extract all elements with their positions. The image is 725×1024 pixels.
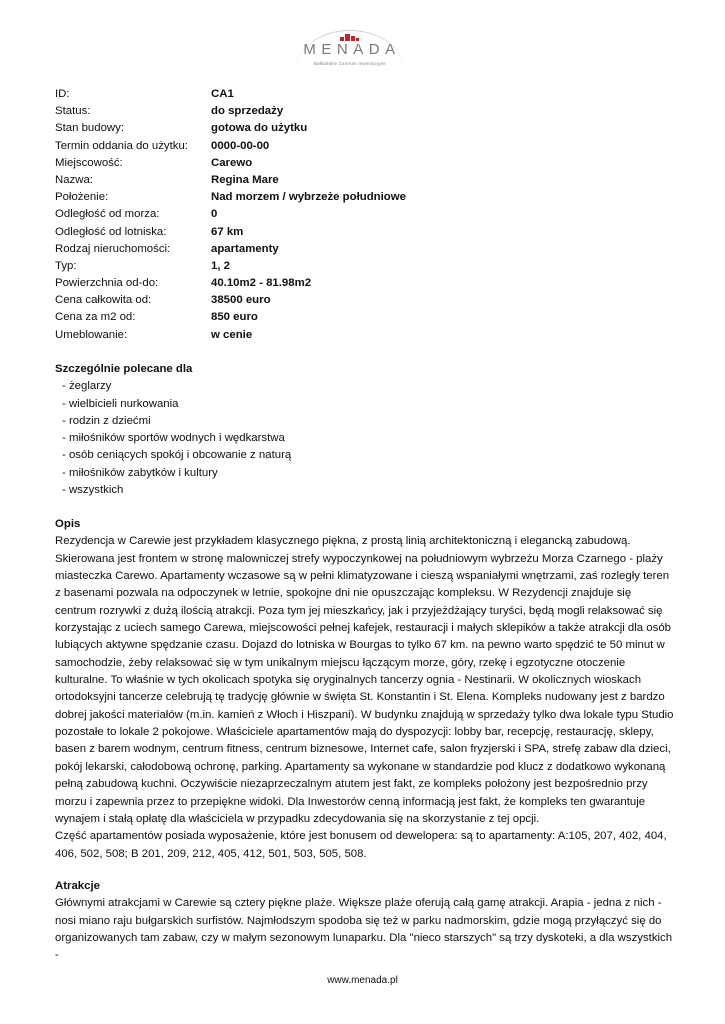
detail-label: Odległość od morza: <box>55 208 160 221</box>
detail-label: Cena całkowita od: <box>55 294 152 307</box>
recommended-item: - rodzin z dziećmi <box>62 414 151 427</box>
detail-label: Miejscowość: <box>55 156 123 169</box>
detail-value: CA1 <box>211 88 234 100</box>
property-details <box>55 86 675 344</box>
logo-name: MENADA <box>303 41 401 58</box>
recommended-item: - osób ceniących spokój i obcowanie z naturą <box>62 449 292 462</box>
detail-row <box>55 241 675 258</box>
detail-value: Nad morzem / wybrzeże południowe <box>211 191 406 204</box>
detail-label: Rodzaj nieruchomości: <box>55 242 171 255</box>
detail-label: Cena za m2 od: <box>55 311 136 324</box>
detail-label: Typ: <box>55 259 77 272</box>
detail-label: Odległość od lotniska: <box>55 225 167 238</box>
detail-label: Status: <box>55 105 91 118</box>
detail-row <box>55 258 675 275</box>
attractions-title: Atrakcje <box>55 880 100 892</box>
detail-value: 0000-00-00 <box>211 139 270 152</box>
detail-label: Nazwa: <box>55 173 93 186</box>
description-title: Opis <box>55 518 81 530</box>
detail-row <box>55 155 675 172</box>
recommended-section <box>55 361 675 499</box>
detail-value: 1, 2 <box>211 259 230 272</box>
detail-row <box>55 189 675 206</box>
detail-row <box>55 120 675 137</box>
menada-logo <box>290 24 410 70</box>
detail-label: Umeblowanie: <box>55 328 128 341</box>
logo-tagline: Bałkańskie Centrum Inwestycyjne <box>314 61 386 66</box>
attractions-section <box>55 878 675 965</box>
recommended-item: - żeglarzy <box>62 380 112 393</box>
detail-row <box>55 172 675 189</box>
description-section <box>55 516 675 863</box>
detail-row <box>55 86 675 103</box>
recommended-title: Szczególnie polecane dla <box>55 363 193 375</box>
detail-value: Regina Mare <box>211 173 279 186</box>
detail-label: Stan budowy: <box>55 122 125 135</box>
detail-value: 67 km <box>211 225 244 238</box>
detail-row <box>55 206 675 223</box>
detail-row <box>55 292 675 309</box>
detail-row <box>55 103 675 120</box>
detail-value: 0 <box>211 208 218 221</box>
detail-label: Powierzchnia od-do: <box>55 277 159 290</box>
attractions-paragraph: Głównymi atrakcjami w Carewie są cztery piękne plaże. Większe plaże oferują całą gamę atrakcji. Arapia - jedna z nich - nosi miano raju bułgarskich surfistów. Najmłodszym spodoba się też w parku nadmorskim, gdzie mogą przyłączyć się do organizowanych tam zabaw, czy w małym sezonowym lunaparku. Dla "nieco starszych" są trzy dyskoteki, a dla wszystkich - <box>55 897 673 962</box>
detail-row <box>55 138 675 155</box>
detail-row <box>55 327 675 344</box>
recommended-item: - wielbicieli nurkowania <box>62 397 179 410</box>
detail-row <box>55 224 675 241</box>
detail-value: Carewo <box>211 156 253 169</box>
recommended-list <box>55 378 675 499</box>
detail-label: ID: <box>55 88 70 100</box>
detail-label: Termin oddania do użytku: <box>55 139 188 152</box>
detail-row <box>55 309 675 326</box>
detail-value: 40.10m2 - 81.98m2 <box>211 277 312 290</box>
footer-url[interactable]: www.menada.pl <box>327 975 398 986</box>
detail-value: gotowa do użytku <box>211 122 308 135</box>
description-paragraph: Rezydencja w Carewie jest przykładem klasycznego piękna, z prostą linią architektoniczną i elegancką zabudową. Skierowana jest frontem w stronę malowniczej strefy wypoczynkowej na południowym wybrzeżu Morza Czarnego - plaży miasteczka Carewo. Apartamenty wczasowe są w pełni klimatyzowane i cieszą wspaniałymi wnętrzami, zaś rozległy teren z basenami pozwala na odpoczynek w letnie, spokojne dni nie opuszczając kompleksu. W Rezydencji znajduje się centrum rozrywki z dużą ilością atrakcji. Poza tym jej mieszkańcy, jak i przyjeżdżający turyści, będą mogli relaksować się korzystając z uciech samego Carewa, miejscowości pełnej kafejek, restauracji i małych sklepików a także atrakcji dla osób lubiących aktywne spędzanie czasu. Dojazd do lotniska w Bourgas to tylko 67 km. na pewno warto spędzić te 50 minut w samochodzie, żeby relaksować się w tym unikalnym miejscu łączącym morze, góry, rzekę i egzotyczne otoczenie kulturalne. To właśnie w tych okolicach spotyka się oryginalnych tancerzy ognia - Nestinarii. W okolicznych wioskach ortodoksyjni tancerze celebrują tę tradycję głównie w święta St. Konstantin i St. Elena. Kompleks nudowany jest z bardzo dobrej jakości materiałów (m.in. kamień z Włoch i Hiszpani). W budynku znajdują w sprzedaży tylko dwa lokale typu Studio pozostałe to lokale 2 pokojowe. Właściciele apartamentów mają do dyspozycji: lobby bar, recepcję, restaurację, sklepy, basen z barem wodnym, centrum fitness, centrum biznesowe, Internet cafe, salon fryzjerski i SPA, strefę zabaw dla dzieci, pokój lekarski, całodobową ochronę, parking. Apartamenty sa wykonane w standardzie pod klucz z dodatkowo wykonaną pełną zabudową kuchni. Oczywiście niezaprzeczalnym atutem jest fakt, ze kompleks położony jest bezpośrednio przy morzu i zapewnia przez to przepiękne widoki. Dla Inwestorów cenną informacją jest fakt, że kompleks ten gwarantuje wynajem i stałą opłatę dla właściciela w przypadku zdecydowania się na skorzystanie z tej opcji. <box>55 535 674 825</box>
description-bonus-paragraph: Część apartamentów posiada wyposażenie, które jest bonusem od dewelopera: są to apartamenty: A:105, 207, 402, 404, 406, 502, 508; B 201, 209, 212, 405, 412, 501, 503, 505, 508. <box>55 830 667 860</box>
detail-row <box>55 275 675 292</box>
detail-label: Położenie: <box>55 191 109 204</box>
detail-value: 38500 euro <box>211 294 271 307</box>
recommended-item: - miłośników sportów wodnych i wędkarstwa <box>62 432 285 445</box>
detail-value: do sprzedaży <box>211 105 284 118</box>
recommended-item: - wszystkich <box>62 484 124 497</box>
detail-value: w cenie <box>211 328 253 341</box>
detail-value: apartamenty <box>211 242 279 255</box>
recommended-item: - miłośników zabytków i kultury <box>62 466 218 479</box>
detail-value: 850 euro <box>211 311 258 324</box>
